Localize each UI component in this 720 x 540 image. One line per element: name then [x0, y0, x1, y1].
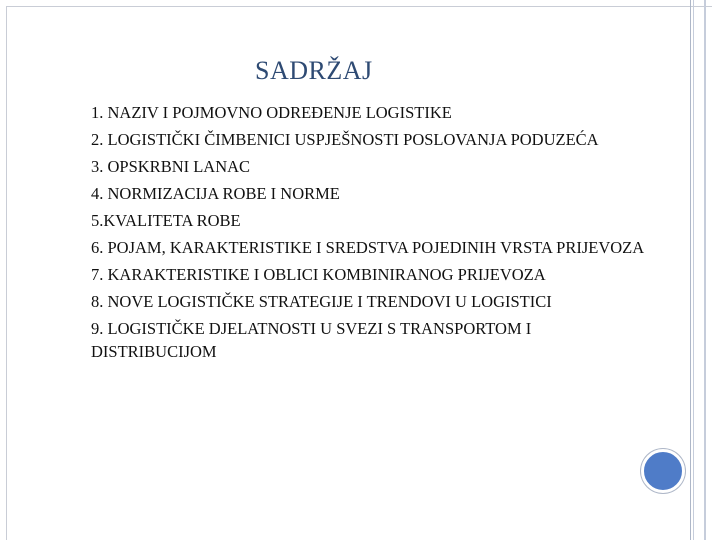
decorative-circle [641, 449, 685, 493]
toc-item: 3. OPSKRBNI LANAC [91, 157, 251, 176]
side-line [693, 0, 694, 540]
toc-item: 6. POJAM, KARAKTERISTIKE I SREDSTVA POJEDINIH VRSTA PRIJEVOZA [91, 238, 645, 257]
toc-item: 5.KVALITETA ROBE [91, 211, 241, 230]
toc-item: 7. KARAKTERISTIKE I OBLICI KOMBINIRANOG PRIJEVOZA [91, 265, 546, 284]
slide-title: SADRŽAJ [255, 56, 373, 85]
toc-item: 4. NORMIZACIJA ROBE I NORME [91, 184, 340, 203]
toc-item: 9. LOGISTIČKE DJELATNOSTI U SVEZI S TRANSPORTOM I DISTRIBUCIJOM [91, 319, 532, 361]
toc-item: 8. NOVE LOGISTIČKE STRATEGIJE I TRENDOVI U LOGISTICI [91, 292, 552, 311]
toc-item: 2. LOGISTIČKI ČIMBENICI USPJEŠNOSTI POSLOVANJA PODUZEĆA [91, 130, 599, 149]
toc-item: 1. NAZIV I POJMOVNO ODREĐENJE LOGISTIKE [91, 103, 452, 122]
side-line [690, 0, 691, 540]
side-line [704, 0, 706, 540]
table-of-contents [91, 102, 651, 368]
